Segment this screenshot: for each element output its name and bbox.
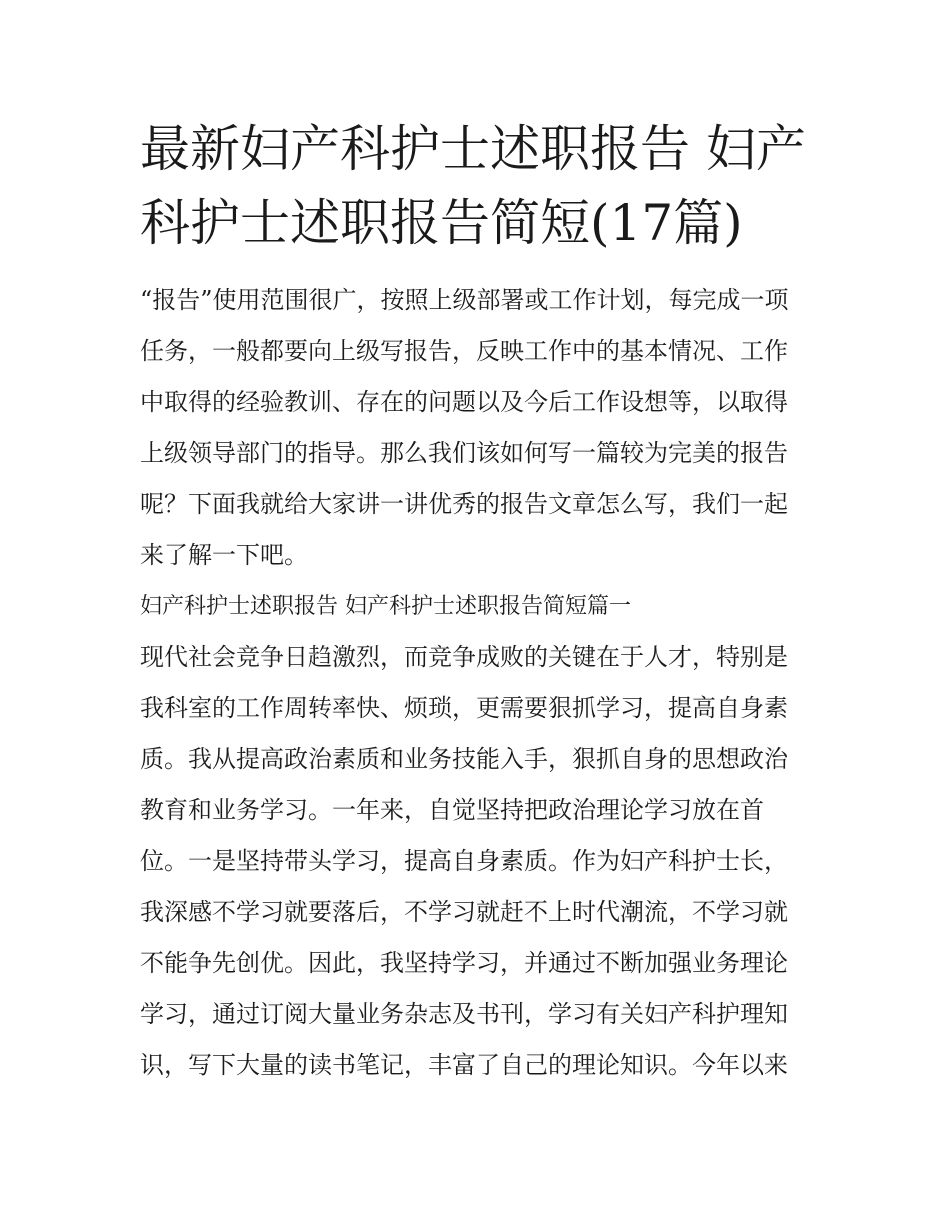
section-heading: 妇产科护士述职报告 妇产科护士述职报告简短篇一 [140, 594, 631, 619]
intro-line-6: 来了解一下吧。 [140, 541, 308, 569]
title-line-2: 科护士述职报告简短(17篇) [140, 194, 743, 252]
section-line-3: 质。我从提高政治素质和业务技能入手，狠抓自身的思想政治 [140, 745, 788, 773]
intro-paragraph [140, 275, 820, 581]
intro-line-1: “报告”使用范围很广，按照上级部署或工作计划，每完成一项 [140, 286, 789, 314]
intro-line-4: 上级领导部门的指导。那么我们该如何写一篇较为完美的报告 [140, 439, 788, 467]
section-line-8: 学习，通过订阅大量业务杂志及书刊，学习有关妇产科护理知 [140, 1000, 788, 1028]
section-line-6: 我深感不学习就要落后，不学习就赶不上时代潮流，不学习就 [140, 898, 788, 926]
intro-line-3: 中取得的经验教训、存在的问题以及今后工作设想等，以取得 [140, 388, 788, 416]
intro-line-2: 任务，一般都要向上级写报告，反映工作中的基本情况、工作 [140, 337, 788, 365]
section-line-2: 我科室的工作周转率快、烦琐，更需要狠抓学习，提高自身素 [140, 694, 788, 722]
section-line-4: 教育和业务学习。一年来，自觉坚持把政治理论学习放在首 [140, 796, 764, 824]
title-line-1: 最新妇产科护士述职报告 妇产 [140, 120, 806, 178]
section-line-5: 位。一是坚持带头学习，提高自身素质。作为妇产科护士长， [140, 847, 788, 875]
section-line-9: 识，写下大量的读书笔记，丰富了自己的理论知识。今年以来 [140, 1051, 788, 1079]
section-paragraph [140, 632, 820, 1091]
document-body [140, 275, 820, 1091]
section-line-7: 不能争先创优。因此，我坚持学习，并通过不断加强业务理论 [140, 949, 788, 977]
intro-line-5: 呢？下面我就给大家讲一讲优秀的报告文章怎么写，我们一起 [140, 490, 788, 518]
document-title [140, 112, 820, 260]
section-line-1: 现代社会竞争日趋激烈，而竞争成败的关键在于人才，特别是 [140, 643, 788, 671]
